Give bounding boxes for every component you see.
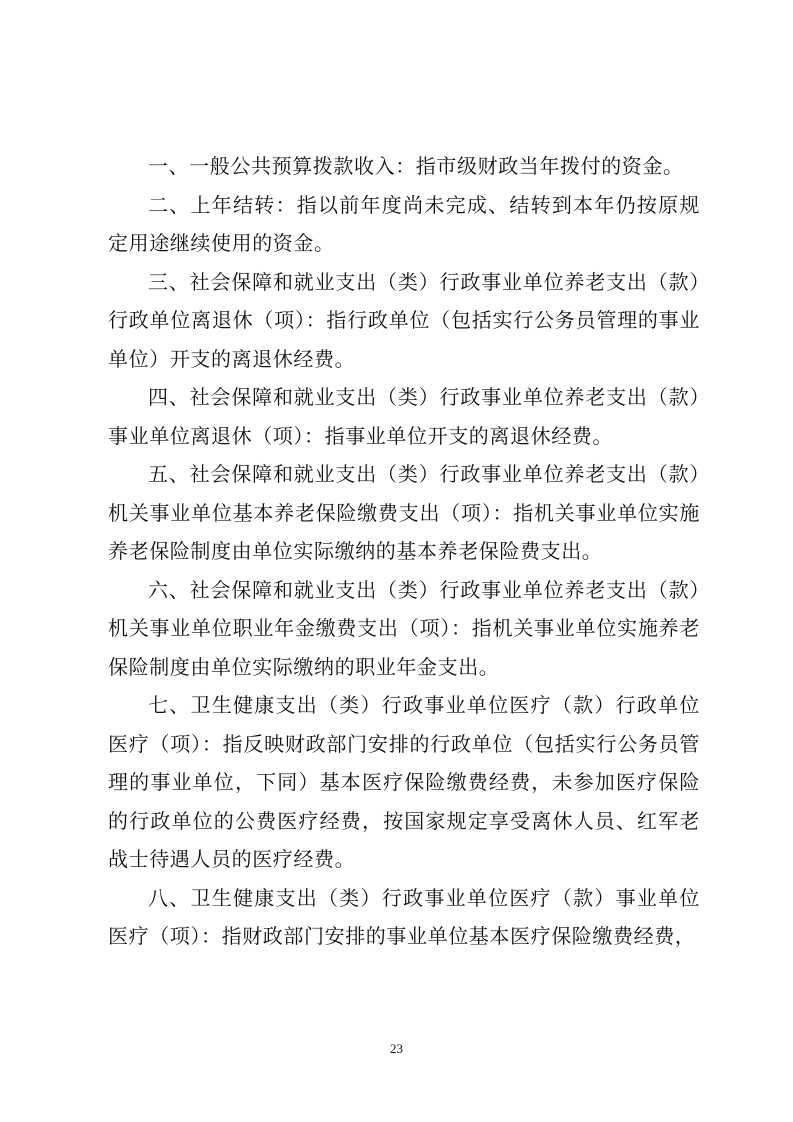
paragraph-8: 八、卫生健康支出（类）行政事业单位医疗（款）事业单位医疗（项）：指财政部门安排的事业单位基本医疗保险缴费经费，	[108, 885, 700, 948]
page-number: 23	[390, 1041, 403, 1056]
paragraph-4: 四、社会保障和就业支出（类）行政事业单位养老支出（款）事业单位离退休（项）：指事业单位开支的离退休经费。	[108, 385, 700, 448]
paragraph-1: 一、一般公共预算拨款收入：指市级财政当年拨付的资金。	[148, 154, 684, 178]
paragraph-5: 五、社会保障和就业支出（类）行政事业单位养老支出（款）机关事业单位基本养老保险缴费支出（项）：指机关事业单位实施养老保险制度由单位实际缴纳的基本养老保险费支出。	[108, 462, 700, 563]
paragraph-6: 六、社会保障和就业支出（类）行政事业单位养老支出（款）机关事业单位职业年金缴费支出（项）：指机关事业单位实施养老保险制度由单位实际缴纳的职业年金支出。	[108, 577, 700, 679]
paragraph-7: 七、卫生健康支出（类）行政事业单位医疗（款）行政单位医疗（项）：指反映财政部门安排的行政单位（包括实行公务员管理的事业单位，下同）基本医疗保险缴费经费，未参加医疗保险的行政单位的公费医疗经费，按国家规定享受离休人员、红军老战士待遇人员的医疗经费。	[108, 693, 700, 871]
body-text	[108, 147, 700, 956]
paragraph-2: 二、上年结转：指以前年度尚未完成、结转到本年仍按原规定用途继续使用的资金。	[108, 192, 700, 255]
paragraph-3: 三、社会保障和就业支出（类）行政事业单位养老支出（款）行政单位离退休（项）：指行政单位（包括实行公务员管理的事业单位）开支的离退休经费。	[108, 269, 700, 371]
